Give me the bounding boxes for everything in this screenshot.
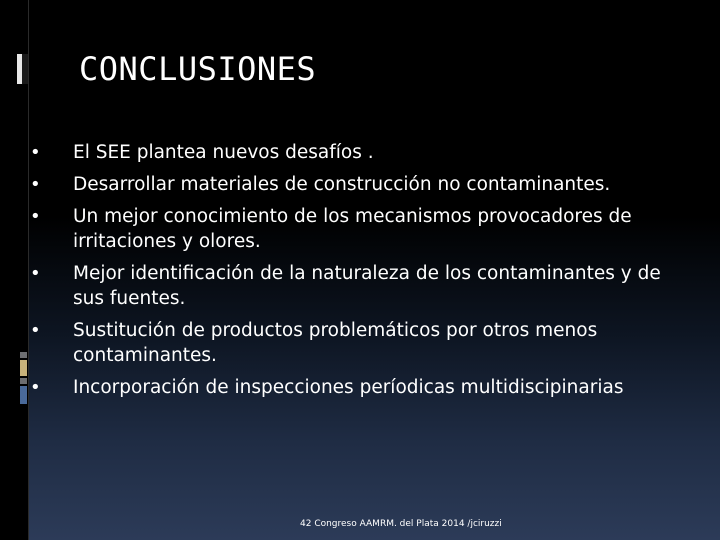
panel-divider-line [28, 0, 29, 540]
bullet-item [30, 204, 690, 254]
accent-bar-gold [20, 360, 27, 376]
bullet-item [30, 140, 690, 165]
bullet-text: Mejor identificación de la naturaleza de los contaminantes y de sus fuentes. [73, 263, 661, 309]
bullet-text: Sustitución de productos problemáticos por otros menos contaminantes. [73, 320, 598, 366]
bullet-text: Incorporación de inspecciones períodicas multidiscipinarias [73, 377, 624, 398]
title-marker-inner [22, 54, 28, 84]
accent-bar-gray-bottom [20, 378, 27, 384]
slide-title: CONCLUSIONES [79, 50, 317, 88]
bullet-icon: • [30, 377, 41, 398]
bullet-text: Un mejor conocimiento de los mecanismos provocadores de irritaciones y olores. [73, 206, 632, 252]
bullet-item [30, 375, 690, 400]
bullet-icon: • [30, 142, 41, 163]
bullet-item [30, 172, 690, 197]
bullet-icon: • [30, 263, 41, 284]
accent-bar-gray-top [20, 352, 27, 358]
bullet-icon: • [30, 174, 41, 195]
bullet-item [30, 318, 690, 368]
bullet-item [30, 261, 690, 311]
bullet-text: El SEE plantea nuevos desafíos . [73, 142, 374, 163]
bullet-text: Desarrollar materiales de construcción no contaminantes. [73, 174, 611, 195]
slide-footer: 42 Congreso AAMRM. del Plata 2014 /jciruzzi [300, 519, 502, 529]
bullet-icon: • [30, 206, 41, 227]
bullet-icon: • [30, 320, 41, 341]
bullet-list [30, 140, 690, 407]
accent-bar-blue [20, 386, 27, 404]
